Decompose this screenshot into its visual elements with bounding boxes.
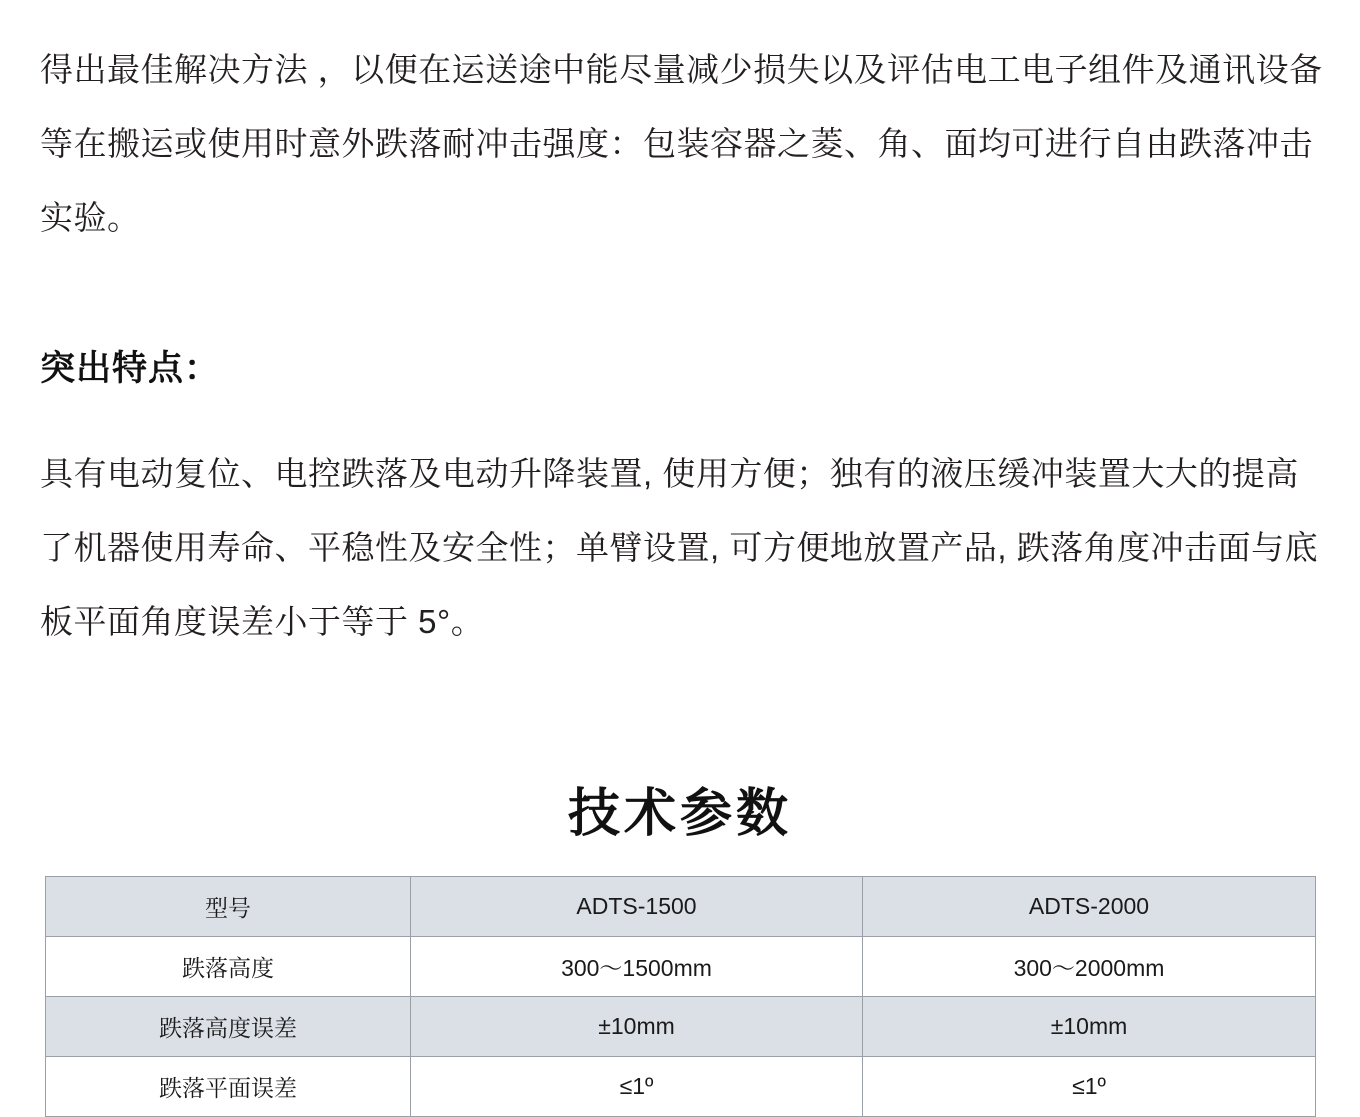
table-cell: 300～2000mm — [863, 937, 1316, 997]
features-paragraph: 具有电动复位、电控跌落及电动升降装置, 使用方便；独有的液压缓冲装置大大的提高了机器使用寿命、平稳性及安全性；单臂设置, 可方便地放置产品, 跌落角度冲击面与底板平面角度误差小于等于 5°。 — [40, 455, 1319, 640]
table-row — [46, 877, 1316, 937]
table-row — [46, 1057, 1316, 1117]
table-row — [46, 937, 1316, 997]
table-cell: 跌落高度误差 — [46, 997, 411, 1057]
table-cell: 300～1500mm — [411, 937, 863, 997]
specs-title: 技术参数 — [567, 784, 792, 843]
table-header-cell: ADTS-1500 — [411, 877, 863, 937]
table-cell: 跌落平面误差 — [46, 1057, 411, 1117]
table-header-cell: 型号 — [46, 877, 411, 937]
features-heading: 突出特点： — [40, 349, 221, 389]
spec-table — [45, 876, 1316, 1117]
table-cell: 跌落高度 — [46, 937, 411, 997]
table-cell: ±10mm — [863, 997, 1316, 1057]
intro-paragraph: 得出最佳解决方法 ，以便在运送途中能尽量减少损失以及评估电工电子组件及通讯设备等在搬运或使用时意外跌落耐冲击强度：包装容器之菱、角、面均可进行自由跌落冲击实验。 — [40, 51, 1323, 236]
table-row — [46, 997, 1316, 1057]
table-cell: ≤1º — [863, 1057, 1316, 1117]
table-cell: ±10mm — [411, 997, 863, 1057]
table-cell: ≤1º — [411, 1057, 863, 1117]
table-header-cell: ADTS-2000 — [863, 877, 1316, 937]
